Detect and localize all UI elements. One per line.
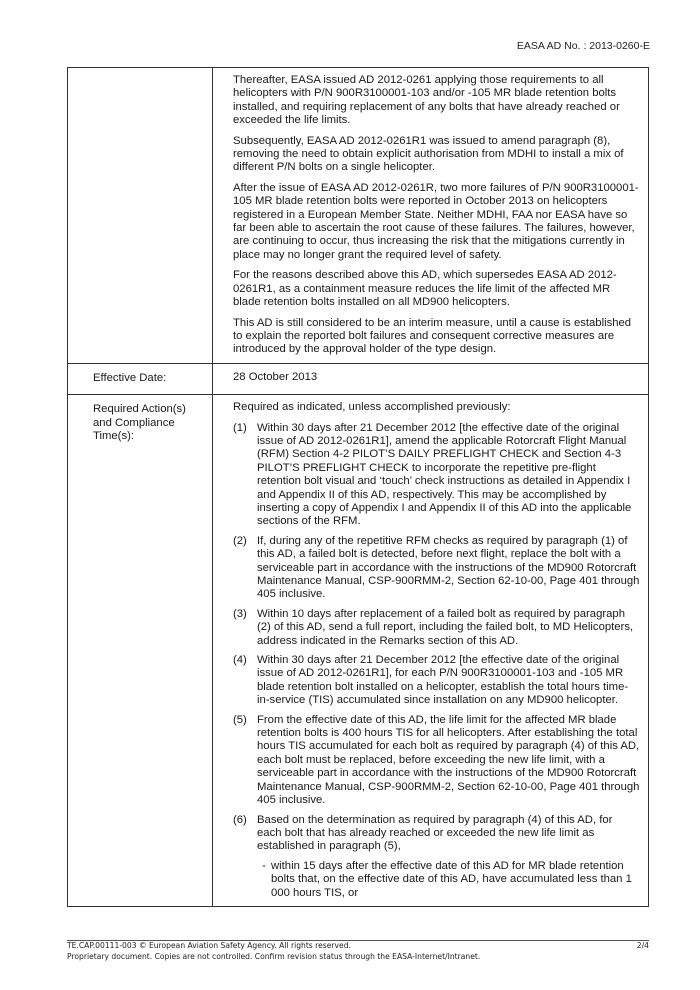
paragraph-text: Within 10 days after replacement of a failed bolt as required by paragraph (2) of this AD, send a full report, including the failed bolt, to MD Helicopters, address indicated in the Remarks section of this AD. bbox=[257, 607, 634, 647]
paragraph-text: From the effective date of this AD, the life limit for the affected MR blade retention bolts is 400 hours TIS for all helicopters. After establishing the total hours TIS accumulated for each bolt as required by paragraph (4) of this AD, each bolt must be replaced, before exceeding the new life limit, with a serviceable part in accordance with the instructions of the MD900 Rotorcraft Maintenance Manual, CSP-900RMM-2, Section 62-10-00, Page 401 through 405 inclusive. bbox=[257, 713, 640, 807]
background-paragraph: For the reasons described above this AD, which supersedes EASA AD 2012-0261R1, as a containment measure reduces the life limit of the affected MR blade retention bolts installed on all MD900 helicopters. bbox=[233, 269, 617, 309]
paragraph-number: (1) bbox=[233, 421, 247, 434]
background-paragraph: Subsequently, EASA AD 2012-0261R1 was issued to amend paragraph (8), removing the need to obtain explicit authorisation from MDHI to install a mix of different P/N bolts on a single helicopter. bbox=[233, 134, 624, 174]
effective-date-row bbox=[68, 363, 649, 394]
ad-table bbox=[67, 67, 649, 907]
background-label-cell bbox=[68, 68, 213, 364]
footer-row bbox=[67, 941, 649, 952]
paragraph-number: (6) bbox=[233, 813, 247, 826]
paragraph-number: (2) bbox=[233, 534, 247, 547]
copyright-notice: TE.CAP.00111-003 © European Aviation Safety Agency. All rights reserved. bbox=[67, 941, 351, 950]
ad-number-header: EASA AD No. : 2013-0260-E bbox=[516, 40, 650, 52]
proprietary-notice: Proprietary document. Copies are not controlled. Confirm revision status through the EASA-Internet/Intranet. bbox=[67, 951, 481, 961]
sub-item-text: within 15 days after the effective date of this AD for MR blade retention bolts that, on the effective date of this AD, have accumulated less than 1 000 hours TIS, or bbox=[271, 859, 632, 899]
action-paragraph bbox=[233, 654, 640, 708]
paragraph-text: Within 30 days after 21 December 2012 [the effective date of the original issue of AD 2012-0261R1], for each P/N 900R3100001-103 and -105 MR blade retention bolt installed on a helicopter, establish the total hours time-in-service (TIS) accumulated since installation on any MD900 helicopter. bbox=[257, 654, 629, 707]
page-number: 2/4 bbox=[636, 941, 649, 950]
paragraph-text: Based on the determination as required by paragraph (4) of this AD, for each bolt that has already reached or exceeded the new life limit as established in paragraph (5), bbox=[257, 813, 613, 853]
background-paragraph: After the issue of EASA AD 2012-0261R, two more failures of P/N 900R3100001-105 MR blade retention bolts were reported in October 2013 on helicopters registered in a European Member State. Neither MDHI, FAA nor EASA have so far been able to ascertain the root cause of these failures. The failures, however, are continuing to occur, thus increasing the risk that the mitigations currently in place may no longer grant the required level of safety. bbox=[233, 181, 639, 261]
action-paragraph bbox=[233, 535, 640, 602]
paragraph-number: (5) bbox=[233, 713, 247, 726]
action-paragraph bbox=[233, 422, 640, 529]
paragraph-number: (3) bbox=[233, 607, 247, 620]
required-actions-label: Required Action(s) and Compliance Time(s): bbox=[68, 395, 213, 907]
required-actions-row bbox=[68, 395, 649, 907]
background-row bbox=[68, 68, 649, 364]
sub-item bbox=[257, 860, 640, 900]
paragraph-text: If, during any of the repetitive RFM checks as required by paragraph (1) of this AD, a failed bolt is detected, before next flight, replace the bolt with a serviceable part in accordance with the instructions of the MD900 Rotorcraft Maintenance Manual, CSP-900RMM-2, Section 62-10-00, Page 401 through 405 inclusive. bbox=[257, 534, 640, 601]
background-paragraph: Thereafter, EASA issued AD 2012-0261 applying those requirements to all helicopters with P/N 900R3100001-103 and/or -105 MR blade retention bolts installed, and requiring replacement of any bolts that have already reached or exceeded the life limits. bbox=[233, 74, 620, 127]
background-paragraph: This AD is still considered to be an interim measure, until a cause is established to explain the reported bolt failures and consequent corrective measures are introduced by the approval holder of the type design. bbox=[233, 316, 632, 356]
paragraph-number: (4) bbox=[233, 654, 247, 667]
effective-date-value: 28 October 2013 bbox=[213, 363, 649, 394]
required-actions-content bbox=[213, 395, 649, 907]
page-footer bbox=[67, 940, 649, 962]
action-paragraph bbox=[233, 714, 640, 808]
action-paragraph bbox=[233, 814, 640, 854]
required-intro: Required as indicated, unless accomplished previously: bbox=[233, 401, 511, 414]
paragraph-text: Within 30 days after 21 December 2012 [the effective date of the original issue of AD 2012-0261R1], amend the applicable Rotorcraft Flight Manual (RFM) Section 4-2 PILOT’S DAILY PREFLIGHT CHECK and Section 4-3 PILOT’S PREFLIGHT CHECK to incorporate the repetitive pre-flight retention bolt visual and ‘touch’ check instructions as detailed in Appendix I and Appendix II of this AD, respectively. This may be accomplished by inserting a copy of Appendix I and Appendix II of this AD into the applicable sections of the RFM. bbox=[257, 421, 632, 528]
effective-date-label: Effective Date: bbox=[68, 363, 213, 394]
background-content bbox=[213, 68, 649, 364]
action-paragraph bbox=[233, 608, 640, 648]
sub-item-dash: - bbox=[262, 859, 266, 872]
